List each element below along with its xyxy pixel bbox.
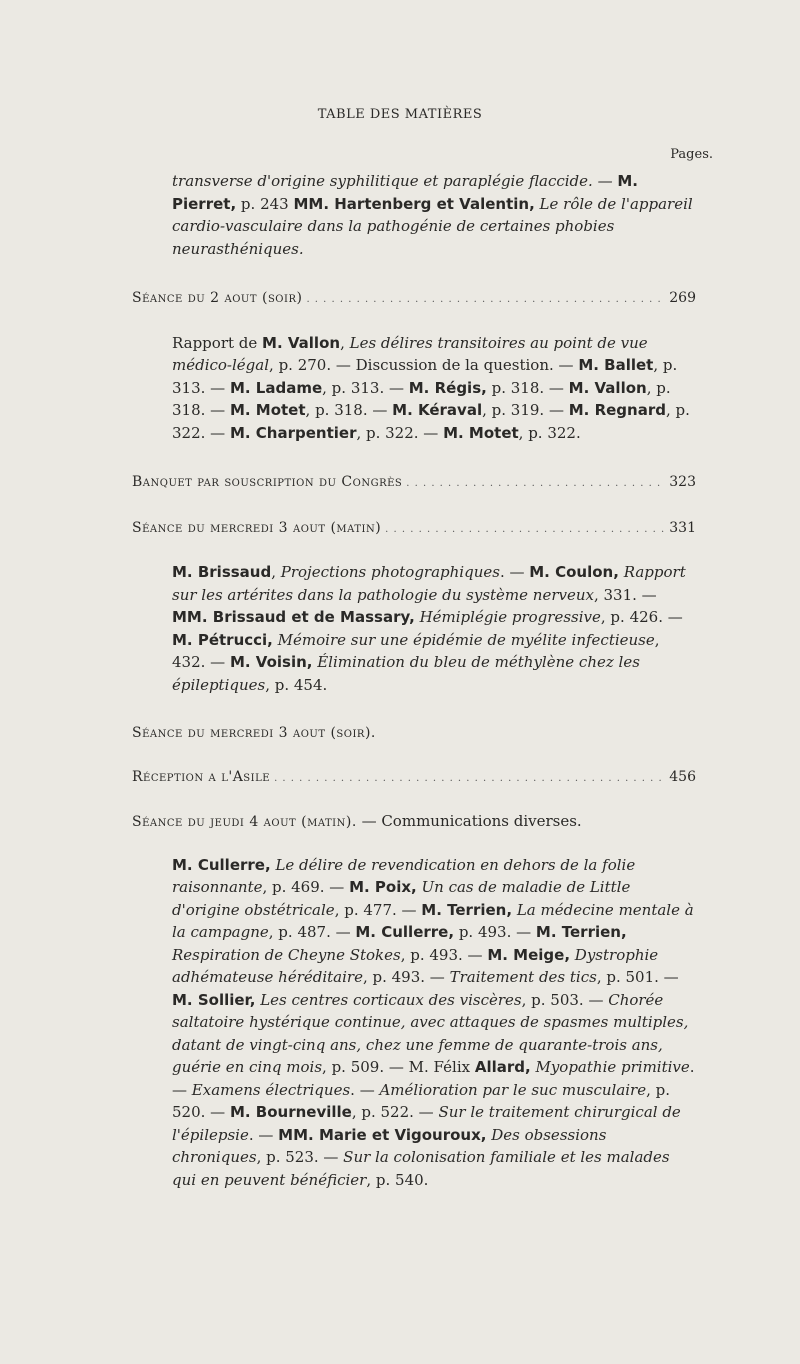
author-name: M. Brissaud [172, 563, 272, 581]
text: , p. 454. [265, 675, 328, 694]
author-name: M. Ballet [578, 356, 654, 374]
author-name: M. Regnard [568, 401, 666, 419]
toc-paragraph [132, 561, 696, 696]
title-text: Hémiplégie progressive [414, 608, 601, 626]
text: , p. 501. — [596, 968, 679, 986]
text: , p. 487. — [268, 923, 356, 941]
author-name: M. Terrien, [535, 923, 627, 941]
session-label: Réception a l'Asile [132, 768, 271, 785]
pages-column-label: Pages. [670, 147, 713, 162]
author-name: M. Meige, [487, 945, 571, 964]
text: , p. 318. — [172, 378, 671, 419]
author-name: MM. Brissaud et de Massary, [172, 608, 415, 626]
text: , p. 477. — [334, 900, 422, 919]
author-name: M. Poix, [349, 878, 417, 896]
text: , 432. — [172, 630, 660, 671]
text: , p. 270. — Discussion de la question. — [269, 356, 574, 374]
author-name: M. Charpentier [229, 423, 357, 442]
author-name: M. Sollier, [172, 990, 256, 1009]
text: , p. 313. — [172, 356, 678, 397]
leader-dots [385, 516, 665, 542]
toc-paragraph [132, 332, 696, 445]
author-name: M. Vallon [568, 378, 647, 397]
text: , [271, 563, 281, 581]
title-text: Chorée saltatoire hystérique continue, avec attaques de spasmes multiples, datant de vingt-cinq ans, chez une femme de quarante-trois ans, guérie en cinq mois [172, 990, 689, 1076]
text: , p. 520. — [172, 1080, 671, 1121]
session-label: Séance du jeudi 4 aout (matin). [132, 814, 357, 830]
session-label: Banquet par souscription du Congrès [132, 474, 403, 490]
author-name: M. Pierret, [172, 172, 638, 213]
title-text: Amélioration par le suc musculaire [379, 1080, 647, 1099]
text: . — [248, 1125, 279, 1144]
author-name: M. Vallon [262, 333, 341, 352]
text: . — [499, 563, 530, 581]
author-name: M. Motet [229, 401, 306, 419]
page-number: 456 [669, 768, 696, 785]
title-text: Rapport sur les artérites dans la pathologie du système nerveux [172, 563, 686, 604]
title-text: Traitement des tics [449, 968, 597, 986]
leader-dots [306, 286, 665, 312]
author-name: M. Ladame [229, 378, 323, 397]
author-name: M. Bourneville [229, 1103, 352, 1121]
text: — Communications diverses. [356, 812, 582, 830]
author-name: MM. Marie et Vigouroux, [278, 1125, 487, 1144]
author-name: M. Terrien, [421, 900, 513, 919]
text: , p. 313. — [322, 378, 409, 397]
leader-dots [274, 765, 665, 791]
toc-paragraph [132, 854, 696, 1192]
title-text: Le rôle de l'appareil cardio-vasculaire dans la pathogénie de certaines phobies neurasthéniques. [172, 194, 693, 258]
author-name: M. Voisin, [229, 653, 313, 671]
author-name: M. Kéraval [392, 401, 483, 419]
title-text: transverse d'origine syphilitique et paraplégie flaccide. — [172, 172, 613, 190]
page-number: 331 [669, 519, 696, 536]
text: . — [350, 1080, 380, 1099]
title-text: Des obsessions chroniques [172, 1125, 607, 1166]
title-text: La médecine mentale à la campagne [172, 900, 694, 941]
text: , p. 426. — [600, 608, 683, 626]
page-ref: p. 243 [236, 194, 294, 213]
text: , p. 493. — [362, 968, 450, 986]
title-text: Les délires transitoires au point de vue médico-légal [172, 333, 648, 374]
toc-paragraph-continuation [132, 170, 696, 260]
author-name: M. Pétrucci, [172, 630, 273, 649]
session-heading: Séance du mercredi 3 aout (soir). [132, 725, 376, 741]
text: , p. 319. — [482, 401, 569, 419]
text: , p. 318. — [305, 401, 388, 419]
text: , p. 509. — M. Félix [322, 1058, 475, 1076]
title-text: Examens électriques [191, 1080, 351, 1099]
title-text: Les centres corticaux des viscères [255, 990, 522, 1009]
title-text: Un cas de maladie de Little d'origine obstétricale [172, 878, 631, 919]
text: , [340, 333, 350, 352]
text: . — [172, 1058, 695, 1099]
text: , p. 522. — [351, 1103, 439, 1121]
author-name: M. Cullerre, [355, 923, 455, 941]
running-header: TABLE DES MATIÈRES [317, 107, 483, 122]
text: , p. 322. — [172, 401, 690, 442]
leader-dots [406, 470, 665, 496]
page-number: 269 [669, 290, 696, 306]
toc-entry [132, 286, 696, 312]
title-text: Le délire de revendication en dehors de la folie raisonnante [172, 855, 636, 896]
author-name: M. Régis, [408, 378, 487, 397]
author-name: M. Cullerre, [172, 855, 271, 874]
text: p. 318. — [486, 378, 569, 397]
title-text: Projections photographiques [280, 563, 500, 581]
title-text: Myopathie primitive [530, 1058, 690, 1076]
text: , 331. — [593, 585, 657, 604]
author-name: M. Coulon, [529, 563, 619, 581]
text: p. 493. — [458, 923, 536, 941]
author-name: M. Motet [443, 423, 519, 442]
session-label: Séance du 2 aout (soir) [132, 290, 303, 306]
title-text: Élimination du bleu de méthylène chez les épileptiques [172, 653, 640, 694]
text: , p. 523. — [256, 1148, 344, 1166]
title-text: Mémoire sur une épidémie de myélite infectieuse [272, 630, 655, 649]
author-name: Allard, [474, 1058, 531, 1076]
toc-content [132, 170, 696, 1191]
title-text: Dystrophie adhémateuse héréditaire [172, 945, 659, 986]
text: , p. 322. — [356, 423, 444, 442]
session-heading [132, 810, 696, 834]
text: , p. 322. [518, 423, 581, 442]
toc-entry [132, 765, 696, 791]
author-name: MM. Hartenberg et Valentin, [293, 194, 535, 213]
toc-entry [132, 470, 696, 496]
title-text: Sur le traitement chirurgical de l'épilepsie [172, 1103, 681, 1144]
title-text: Sur la colonisation familiale et les malades qui en peuvent bénéficier [172, 1148, 670, 1189]
text: , p. 503. — [521, 990, 609, 1009]
text: , p. 540. [366, 1170, 429, 1189]
text: , p. 493. — [400, 945, 488, 964]
page-number: 323 [669, 474, 696, 490]
session-label: Séance du mercredi 3 aout (matin) [132, 519, 382, 536]
text: , p. 469. — [262, 878, 350, 896]
toc-entry [132, 516, 696, 542]
title-text: Respiration de Cheyne Stokes [172, 945, 401, 964]
text: Rapport de [172, 333, 263, 352]
